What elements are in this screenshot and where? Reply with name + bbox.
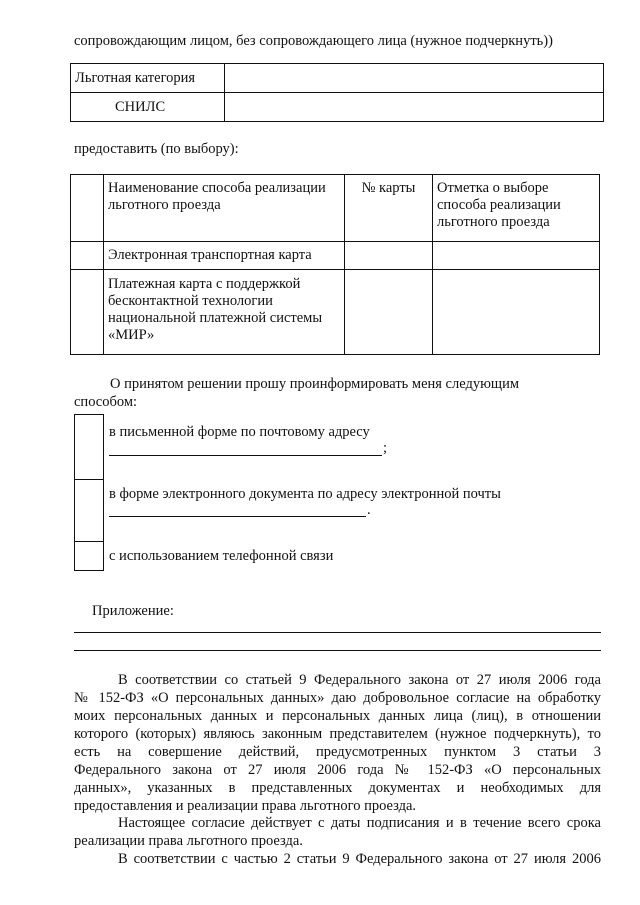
table-row (71, 270, 600, 355)
category-table (70, 63, 604, 122)
consent-line: есть на совершение действий, предусмотренных пунктом 3 статьи 3 (74, 744, 601, 760)
email-address-blank[interactable] (109, 516, 366, 517)
attachment-blank-line[interactable] (74, 650, 601, 651)
table-row (71, 242, 600, 270)
consent-line: данных», указанных в представленных документах и необходимых для (74, 780, 601, 796)
consent-line: № 152-ФЗ «О персональных данных» даю добровольное согласие на обработку (74, 690, 601, 706)
category-value-cell[interactable] (225, 64, 604, 93)
consent-line: которого (которых) являюсь законным представителем (нужное подчеркнуть), то (74, 726, 601, 742)
attachment-label: Приложение: (92, 603, 174, 619)
inform-line: О принятом решении прошу проинформировать меня следующим (110, 376, 520, 392)
header-mark-line: Отметка о выборе (437, 180, 549, 196)
row-mark-cell[interactable] (433, 270, 600, 355)
consent-line: предоставления и реализации права льготного проезда. (74, 798, 417, 814)
row-name-line: Платежная карта с поддержкой (108, 276, 301, 292)
row-check-cell[interactable] (71, 270, 104, 355)
consent-line: В соответствии со статьей 9 Федерального закона от 27 июля 2006 года (118, 672, 601, 688)
row-name-line: национальной платежной системы (108, 310, 323, 326)
inform-line: способом: (74, 394, 138, 410)
header-name-line: Наименование способа реализации (108, 180, 326, 196)
attachment-blank-line[interactable] (74, 632, 601, 633)
consent-line: В соответствии с частью 2 статьи 9 Федерального закона от 27 июля 2006 (118, 851, 601, 867)
row-name-line: Электронная транспортная карта (108, 247, 312, 263)
option-checkbox-postal[interactable] (74, 414, 104, 480)
option-postal-text: в письменной форме по почтовому адресу (109, 424, 370, 440)
consent-line: Настоящее согласие действует с даты подписания и в течение всего срока (118, 815, 601, 831)
method-header-name (104, 175, 345, 242)
top-line: сопровождающим лицом, без сопровождающего лица (нужное подчеркнуть)) (74, 33, 553, 49)
snils-value-cell[interactable] (225, 93, 604, 122)
row-name-line: «МИР» (108, 327, 155, 343)
option-checkbox-email[interactable] (74, 479, 104, 542)
consent-line: реализации права льготного проезда. (74, 833, 303, 849)
category-label: Льготная категория (71, 64, 225, 93)
snils-label: СНИЛС (71, 93, 225, 122)
row-card-cell[interactable] (345, 242, 433, 270)
option-phone-text: с использованием телефонной связи (109, 548, 334, 564)
method-header-blank (71, 175, 104, 242)
header-mark-line: льготного проезда (437, 214, 550, 230)
provide-label: предоставить (по выбору): (74, 141, 239, 157)
header-mark-line: способа реализации (437, 197, 561, 213)
blank-end-mark: . (367, 502, 371, 518)
option-checkbox-phone[interactable] (74, 541, 104, 571)
header-name-line: льготного проезда (108, 197, 221, 213)
method-header-card: № карты (345, 175, 433, 242)
consent-line: Федерального закона от 27 июля 2006 года № 152-ФЗ «О персональных (74, 762, 601, 778)
consent-line: моих персональных данных и персональных данных лица (лиц), в отношении (74, 708, 601, 724)
method-header-mark (433, 175, 600, 242)
row-check-cell[interactable] (71, 242, 104, 270)
method-table (70, 174, 600, 355)
row-name-cell (104, 270, 345, 355)
row-name-line: бесконтактной технологии (108, 293, 273, 309)
option-email-text: в форме электронного документа по адресу электронной почты (109, 486, 501, 502)
row-name-cell (104, 242, 345, 270)
row-mark-cell[interactable] (433, 242, 600, 270)
postal-address-blank[interactable] (109, 455, 382, 456)
row-card-cell[interactable] (345, 270, 433, 355)
blank-end-mark: ; (383, 440, 388, 456)
